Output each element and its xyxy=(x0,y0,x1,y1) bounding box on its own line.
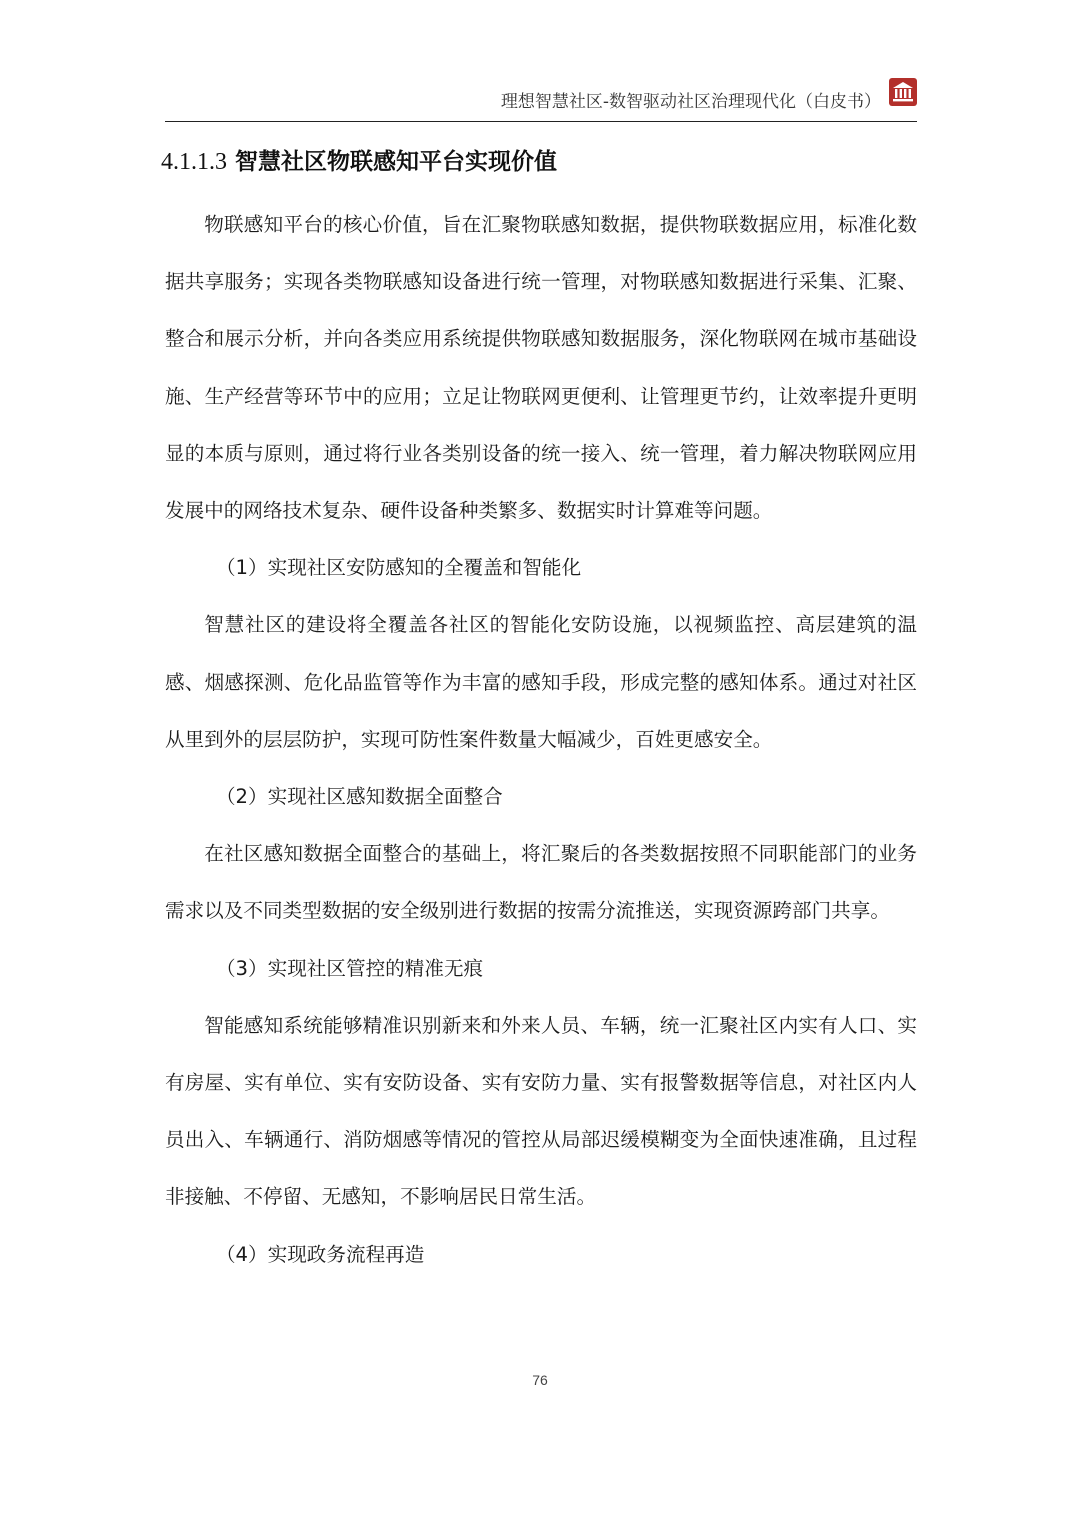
header-divider xyxy=(165,121,917,122)
item-2-body: 在社区感知数据全面整合的基础上，将汇聚后的各类数据按照不同职能部门的业务需求以及不同类型数据的安全级别进行数据的按需分流推送，实现资源跨部门共享。 xyxy=(165,842,917,923)
section-heading xyxy=(161,138,917,186)
item-3-title: （3）实现社区管控的精准无痕 xyxy=(215,956,484,980)
item-1-title: （1）实现社区安防感知的全覆盖和智能化 xyxy=(215,556,582,580)
building-logo-icon xyxy=(889,78,917,106)
item-2-title: （2）实现社区感知数据全面整合 xyxy=(215,785,503,809)
page-content xyxy=(161,138,917,1283)
section-title: 智慧社区物联感知平台实现价值 xyxy=(235,149,557,175)
item-1-body: 智慧社区的建设将全覆盖各社区的智能化安防设施，以视频监控、高层建筑的温感、烟感探测、危化品监管等作为丰富的感知手段，形成完整的感知体系。通过对社区从里到外的层层防护，实现可防性案件数量大幅减少，百姓更感安全。 xyxy=(165,613,917,751)
intro-paragraph: 物联感知平台的核心价值，旨在汇聚物联感知数据，提供物联数据应用，标准化数据共享服务；实现各类物联感知设备进行统一管理，对物联感知数据进行采集、汇聚、整合和展示分析，并向各类应用系统提供物联感知数据服务，深化物联网在城市基础设施、生产经营等环节中的应用；立足让物联网更便利、让管理更节约，让效率提升更明显的本质与原则，通过将行业各类别设备的统一接入、统一管理，着力解决物联网应用发展中的网络技术复杂、硬件设备种类繁多、数据实时计算难等问题。 xyxy=(165,213,917,523)
item-3-body: 智能感知系统能够精准识别新来和外来人员、车辆，统一汇聚社区内实有人口、实有房屋、实有单位、实有安防设备、实有安防力量、实有报警数据等信息，对社区内人员出入、车辆通行、消防烟感等情况的管控从局部迟缓模糊变为全面快速准确，且过程非接触、不停留、无感知，不影响居民日常生活。 xyxy=(165,1013,917,1209)
item-4-title: （4）实现政务流程再造 xyxy=(215,1242,425,1266)
section-number: 4.1.1.3 xyxy=(161,149,227,175)
page-number: 76 xyxy=(532,1372,548,1388)
header-title: 理想智慧社区-数智驱动社区治理现代化（白皮书） xyxy=(500,92,881,112)
page-header xyxy=(165,74,917,122)
